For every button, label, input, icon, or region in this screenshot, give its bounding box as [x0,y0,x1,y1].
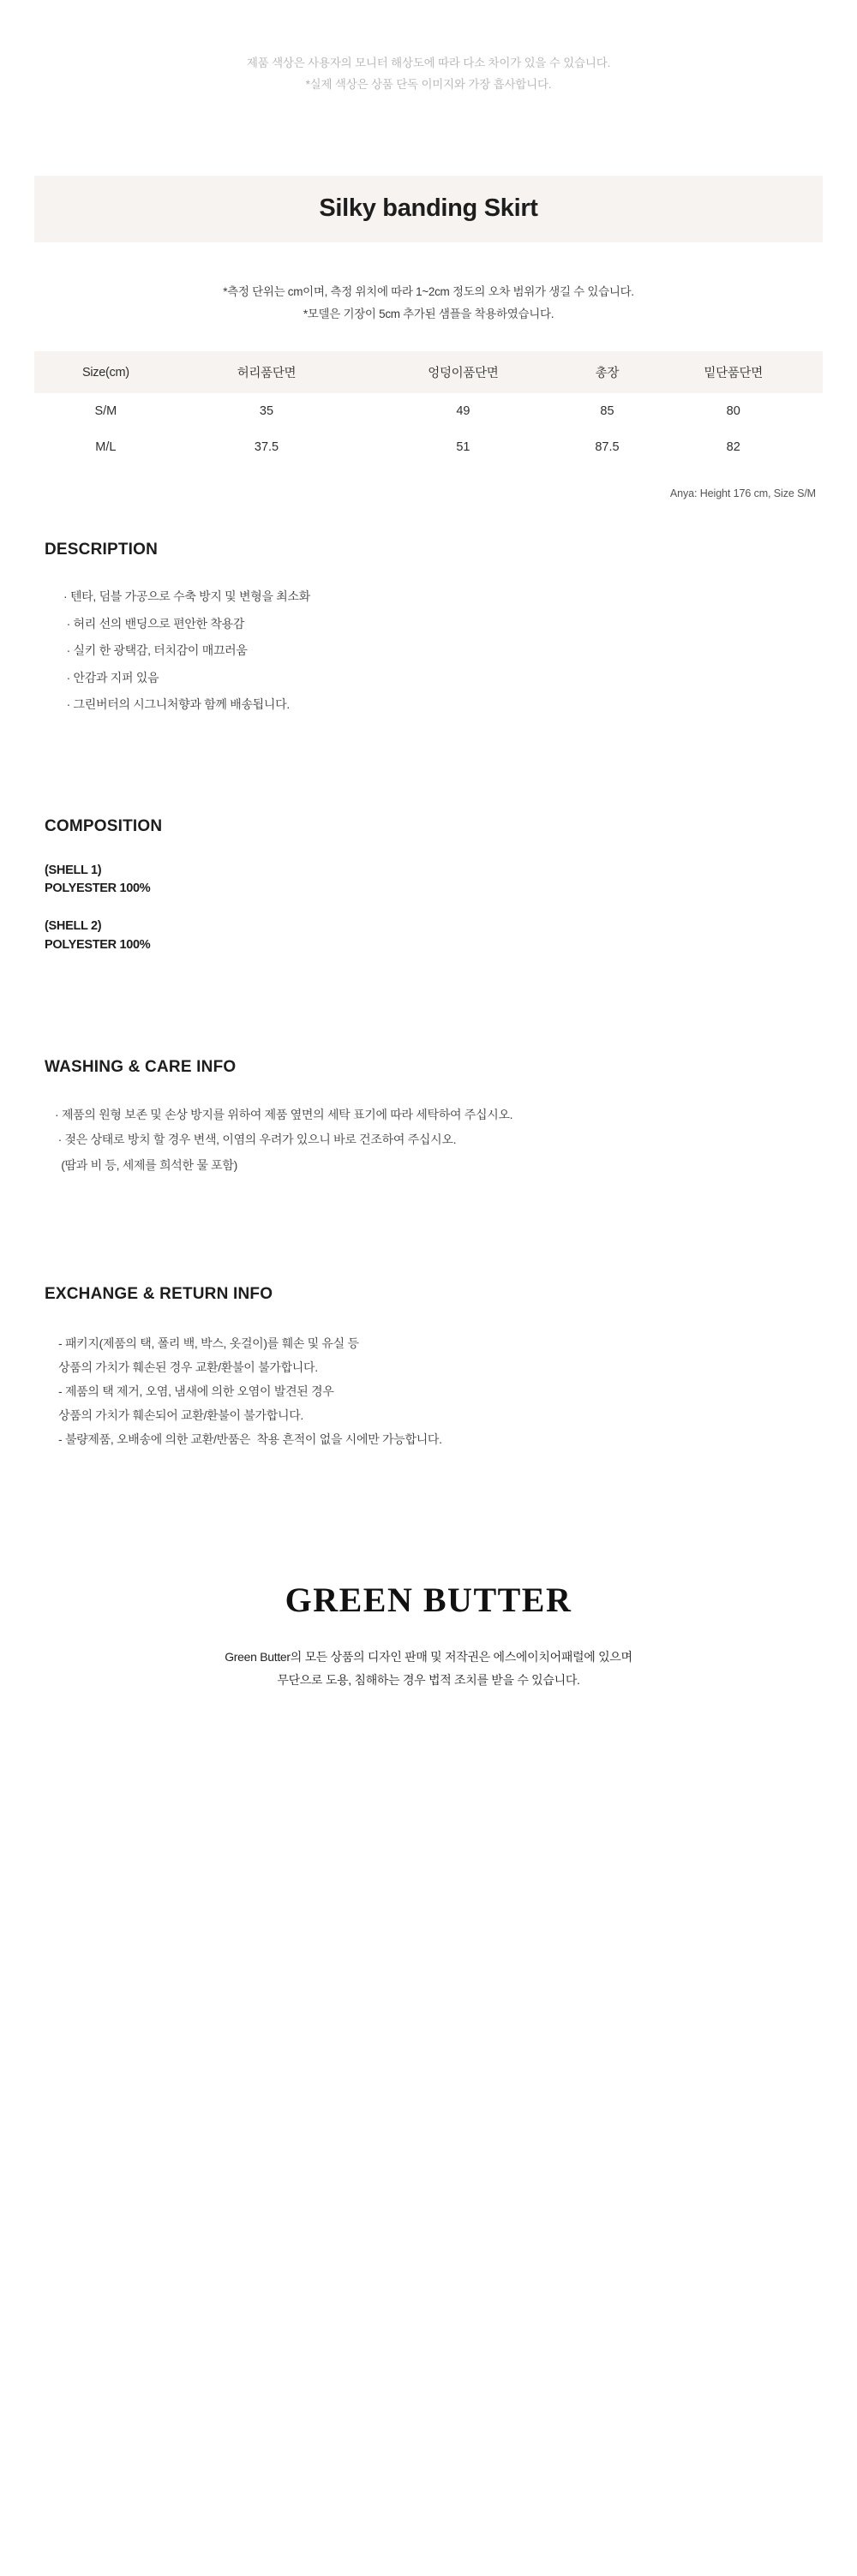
size-table [34,351,823,465]
cell-size: M/L [95,440,117,455]
cell-hem: 80 [726,404,740,419]
exchange-body [34,1331,823,1451]
color-disclaimer-line-2: *실제 색상은 상품 단독 이미지와 가장 흡사합니다. [305,77,552,91]
cell-size: S/M [94,404,117,419]
measurement-note-1: *측정 단위는 cm이며, 측정 위치에 따라 1~2cm 정도의 오차 범위가 생길 수 있습니다. [223,284,634,298]
description-line: · 안감과 지퍼 있음 [63,670,159,684]
composition-shell-label: (SHELL 2) [45,919,102,934]
cell-waist: 37.5 [254,440,279,455]
description-section [34,541,823,719]
copyright-line-2: 무단으로 도용, 침해하는 경우 법적 조치를 받을 수 있습니다. [277,1673,580,1688]
copyright-line-1: Green Butter의 모든 상품의 디자인 판매 및 저작권은 에스에이치어패럴에 있으며 [225,1649,632,1664]
cell-length: 87.5 [595,440,620,455]
table-row [34,393,823,429]
exchange-line: - 불량제품, 오배송에 의한 교환/반품은 착용 흔적이 없을 시에만 가능합니다. [58,1431,442,1446]
product-title-band [34,176,823,242]
exchange-line: 상품의 가치가 훼손되어 교환/환불이 불가합니다. [58,1408,304,1422]
size-table-header-size: Size(cm) [81,365,129,380]
size-table-container [34,351,823,465]
composition-heading: COMPOSITION [45,816,163,835]
brand-logo: GREEN BUTTER [285,1580,572,1619]
composition-group [45,917,823,955]
cell-hip: 49 [456,404,470,419]
description-line: · 텐타, 덤블 가공으로 수축 방지 및 변형을 최소화 [63,589,310,604]
description-line: · 그린버터의 시그니처향과 함께 배송됩니다. [63,697,290,712]
composition-shell-value: POLYESTER 100% [45,882,151,896]
color-disclaimer-notice [0,0,857,96]
description-body [34,583,823,719]
washing-line: (땀과 비 등, 세제를 희석한 물 포함) [55,1157,237,1172]
exchange-heading: EXCHANGE & RETURN INFO [45,1284,273,1303]
size-table-header-hem: 밑단품단면 [704,367,763,381]
cell-hip: 51 [456,440,470,455]
washing-body [34,1103,823,1178]
cell-waist: 35 [259,404,274,419]
model-info-note: Anya: Height 176 cm, Size S/M [669,487,816,500]
table-header-row [34,351,823,393]
page-title: Silky banding Skirt [319,194,538,223]
cell-hem: 82 [726,440,740,455]
size-table-header-hip: 엉덩이품단면 [428,367,499,381]
copyright-notice [0,1646,857,1693]
composition-shell-label: (SHELL 1) [45,863,102,877]
washing-care-section [34,1058,823,1178]
washing-line: · 젖은 상태로 방치 할 경우 변색, 이염의 우려가 있으니 바로 건조하여 주십시오. [55,1133,457,1147]
exchange-line: - 패키지(제품의 택, 폴리 백, 박스, 옷걸이)를 훼손 및 유실 등 [58,1336,359,1350]
color-disclaimer-line-1: 제품 색상은 사용자의 모니터 해상도에 따라 다소 차이가 있을 수 있습니다. [246,57,611,69]
size-table-head [34,351,823,393]
description-heading: DESCRIPTION [45,541,159,559]
table-row [34,429,823,465]
composition-group [45,862,823,900]
page-footer [0,1580,857,1770]
exchange-line: 상품의 가치가 훼손된 경우 교환/환불이 불가합니다. [58,1360,318,1374]
composition-section [34,817,823,955]
washing-heading: WASHING & CARE INFO [45,1057,237,1076]
size-table-header-length: 총장 [595,367,620,381]
size-table-body [34,393,823,465]
exchange-line: - 제품의 택 제거, 오염, 냄새에 의한 오염이 발견된 경우 [58,1384,334,1398]
exchange-return-section [34,1285,823,1451]
measurement-note-2: *모델은 기장이 5cm 추가된 샘플을 착용하였습니다. [303,307,554,320]
washing-line: · 제품의 원형 보존 및 손상 방지를 위하여 제품 옆면의 세탁 표기에 따라 세탁하여 주십시오. [55,1107,513,1121]
description-line: · 허리 선의 밴딩으로 편안한 착용감 [63,616,245,631]
composition-shell-value: POLYESTER 100% [45,937,151,952]
size-table-header-waist: 허리품단면 [237,367,297,381]
measurement-notes [0,281,857,325]
description-line: · 실키 한 광택감, 터치감이 매끄러움 [63,643,248,658]
cell-length: 85 [600,404,614,419]
composition-body [34,862,823,955]
